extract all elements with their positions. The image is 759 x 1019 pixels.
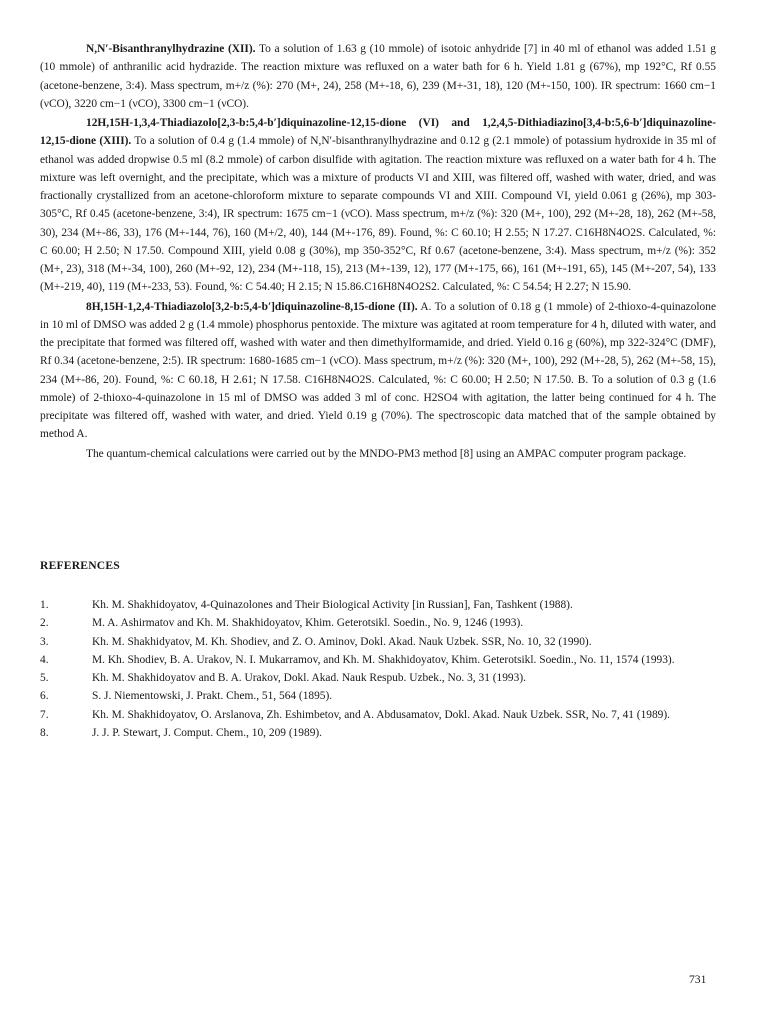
reference-number: 7.	[40, 708, 49, 721]
paragraph-body: The quantum-chemical calculations were carried out by the MNDO-PM3 method [8] using an AMPAC computer program package.	[86, 447, 687, 460]
reference-number: 5.	[40, 672, 49, 684]
paragraph-thiadiazolo-dithiadiazino	[40, 114, 716, 297]
body-text	[40, 40, 716, 464]
paragraph-body: To a solution of 0.4 g (1.4 mmole) of N,N′-bisanthranylhydrazine and 0.12 g (2.1 mmole) of potassium hydroxide in 35 ml of ethanol was added dropwise 0.5 ml (8.2 mmole) of carbon disulfide with agitation. The reaction mixture was refluxed on a water bath for 4 h. The mixture was left overnight, and the precipitate, which was a mixture of products VI and XIII, was filtered off, washed with water, dried, and was fractionally crystallized from an acetone-chloroform mixture to separate compounds VI and XIII. Compound VI, yield 0.061 g (26%), mp 303-305°C, Rf 0.45 (acetone-benzene, 3:4), IR spectrum: 1675 cm−1 (νCO). Mass spectrum, m+/z (%): 320 (M+, 100), 292 (M+-28, 18), 262 (M+-58, 30), 234 (M+-86, 33), 176 (M+-144, 76), 160 (M+/2, 40), 144 (M+-176, 89). Found, %: C 60.10; H 2.55; N 17.27. C16H8N4O2S. Calculated, %: C 60.00; H 2.50; N 17.50. Compound XIII, yield 0.08 g (30%), mp 350-352°C, Rf 0.67 (acetone-benzene, 3:4). Mass spectrum, m+/z (%): 352 (M+, 23), 318 (M+-34, 100), 260 (M+-92, 12), 234 (M+-118, 15), 213 (M+-139, 12), 177 (M+-175, 66), 161 (M+-191, 65), 145 (M+-207, 54), 133 (M+-219, 40), 119 (M+-233, 53). Found, %: C 54.40; H 2.15; N 15.86.C16H8N4O2S2. Calculated, %: C 54.54; H 2.27; N 15.90.	[40, 135, 716, 294]
paragraph-title: 12H,15H-1,3,4-Thiadiazolo[2,3-b:5,4-b′]diquinazoline-12,15-dione (VI) and 1,2,4,5-Dithiadiazino[3,4-b:5,6-b′]diquinazoline-12,15-dione (XIII).	[40, 117, 716, 148]
reference-item	[40, 724, 716, 742]
paragraph-title: 8H,15H-1,2,4-Thiadiazolo[3,2-b:5,4-b′]diquinazoline-8,15-dione (II).	[86, 300, 418, 313]
reference-text: J. J. P. Stewart, J. Comput. Chem., 10, 209 (1989).	[92, 726, 323, 739]
reference-number: 4.	[40, 653, 49, 666]
reference-text: Kh. M. Shakhidoyatov, O. Arslanova, Zh. Eshimbetov, and A. Abdusamatov, Dokl. Akad. Nauk Uzbek. SSR, No. 7, 41 (1989).	[92, 708, 671, 721]
reference-text: M. Kh. Shodiev, B. A. Urakov, N. I. Mukarramov, and Kh. M. Shakhidoyatov, Khim. Geterotsikl. Soedin., No. 11, 1574 (1993).	[92, 653, 675, 666]
references-heading: REFERENCES	[40, 559, 120, 572]
reference-item	[40, 596, 716, 614]
reference-item	[40, 633, 716, 651]
reference-item	[40, 669, 716, 687]
reference-number: 2.	[40, 617, 49, 630]
reference-item	[40, 651, 716, 669]
reference-number: 6.	[40, 690, 49, 703]
paragraph-thiadiazolo-diquinazoline	[40, 298, 716, 444]
reference-number: 3.	[40, 635, 49, 648]
reference-text: Kh. M. Shakhidoyatov and B. A. Urakov, Dokl. Akad. Nauk Respub. Uzbek., No. 3, 31 (1993).	[92, 672, 526, 684]
page-number: 731	[689, 973, 707, 986]
paragraph-quantum-chemical	[40, 445, 716, 463]
reference-text: S. J. Niementowski, J. Prakt. Chem., 51, 564 (1895).	[92, 690, 333, 703]
paragraph-body: To a solution of 1.63 g (10 mmole) of isotoic anhydride [7] in 40 ml of ethanol was added 1.51 g (10 mmole) of anthranilic acid hydrazide. The reaction mixture was refluxed on a water bath for 6 h. Yield 1.81 g (67%), mp 192°C, Rf 0.55 (acetone-benzene, 3:4). Mass spectrum, m+/z (%): 270 (M+, 24), 258 (M+-18, 6), 239 (M+-31, 18), 120 (M+-150, 100). IR spectrum: 1660 cm−1 (νCO), 3220 cm−1 (νCO), 3300 cm−1 (νCO).	[40, 43, 716, 110]
reference-item	[40, 614, 716, 632]
reference-text: M. A. Ashirmatov and Kh. M. Shakhidoyatov, Khim. Geterotsikl. Soedin., No. 9, 1246 (1993).	[92, 617, 524, 630]
reference-number: 1.	[40, 599, 49, 611]
reference-item	[40, 706, 716, 724]
reference-text: Kh. M. Shakhidyatov, M. Kh. Shodiev, and Z. O. Aminov, Dokl. Akad. Nauk Uzbek. SSR, No. 10, 32 (1990).	[92, 635, 592, 648]
reference-text: Kh. M. Shakhidoyatov, 4-Quinazolones and Their Biological Activity [in Russian], Fan, Tashkent (1988).	[92, 599, 573, 611]
paragraph-body: A. To a solution of 0.18 g (1 mmole) of 2-thioxo-4-quinazolone in 10 ml of DMSO was added 2 g (1.4 mmole) phosphorus pentoxide. The mixture was agitated at room temperature for 4 h, diluted with water, and the precipitate that formed was filtered off, washed with water and then dimethylformamide, and dried. Yield 0.16 g (60%), mp 322-324°C (DMF), Rf 0.34 (acetone-benzene, 2:5). IR spectrum: 1680-1685 cm−1 (νCO). Mass spectrum, m+/z (%): 320 (M+, 100), 292 (M+-28, 5), 262 (M+-58, 15), 234 (M+-86, 20). Found, %: C 60.18, H 2.61; N 17.58. C16H8N4O2S. Calculated, %: C 60.00; H 2.50; N 17.50. B. To a solution of 0.3 g (1.6 mmole) of 2-thioxo-4-quinazolone in 15 ml of DMSO was added 3 ml of conc. H2SO4 with agitation, the latter being continued for 4 h. The precipitate was filtered off, washed with water, and dried. Yield 0.19 g (70%). The spectroscopic data matched that of the sample obtained by method A.	[40, 300, 716, 441]
paragraph-bisanthranylhydrazine	[40, 40, 716, 113]
reference-item	[40, 687, 716, 705]
references-list	[40, 596, 716, 742]
paragraph-title: N,N′-Bisanthranylhydrazine (XII).	[86, 43, 256, 55]
reference-number: 8.	[40, 726, 49, 739]
